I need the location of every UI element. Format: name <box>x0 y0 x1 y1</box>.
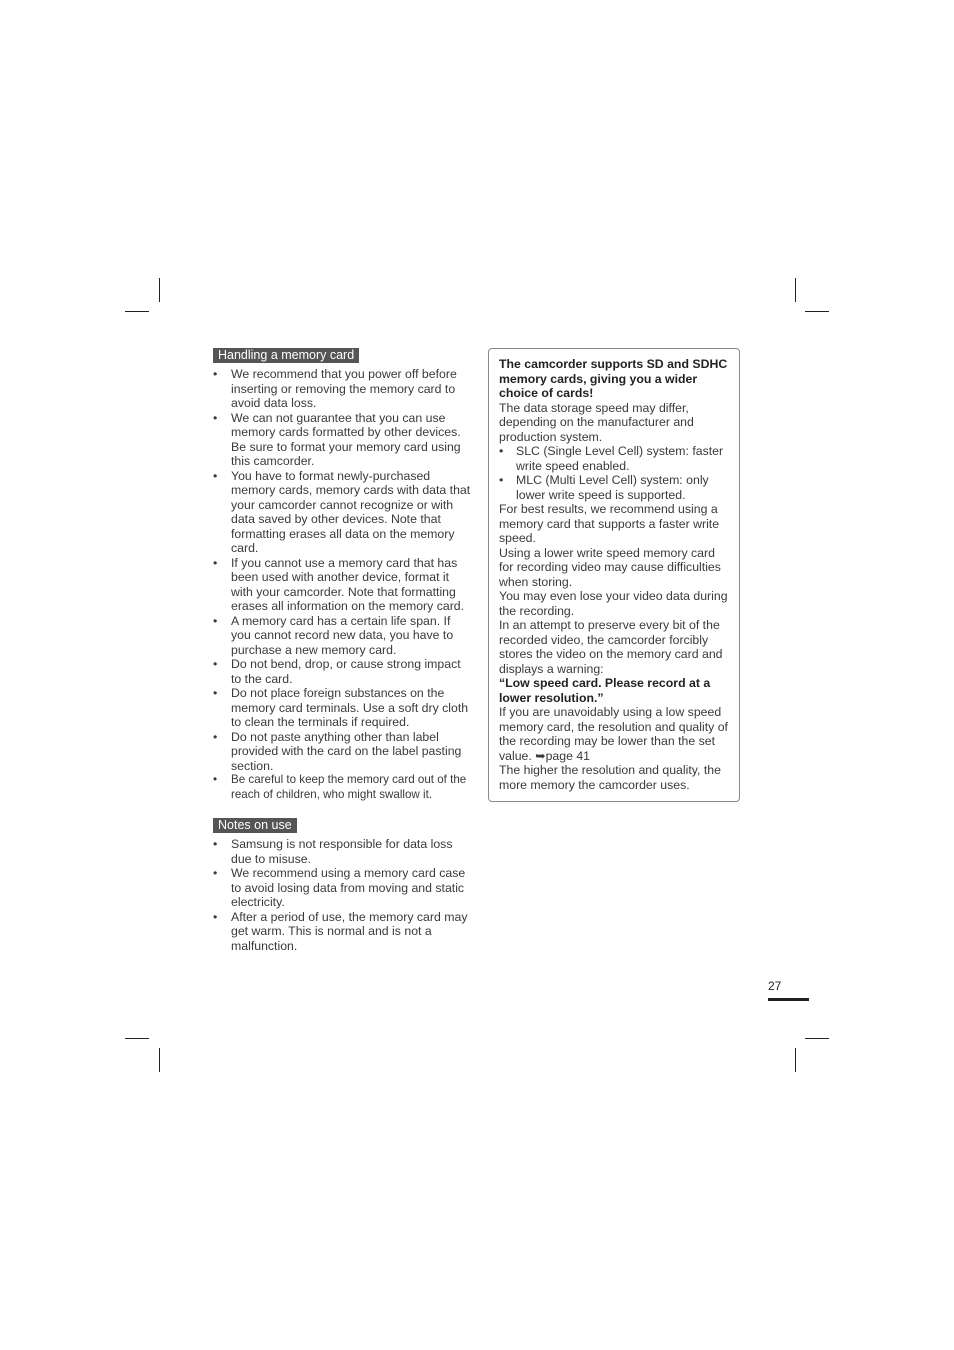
list-item: • After a period of use, the memory card may get warm. This is normal and is not a malfunction. <box>213 910 471 954</box>
page-number: 27 <box>768 979 782 993</box>
section-heading: Notes on use <box>213 818 297 833</box>
box-bullets <box>499 444 729 502</box>
list-item: • We recommend using a memory card case to avoid losing data from moving and static electricity. <box>213 866 471 910</box>
crop-mark <box>125 1038 149 1039</box>
crop-mark <box>159 278 160 302</box>
list-item: • You have to format newly-purchased memory cards, memory cards with data that your camcorder cannot recognize or with data saved by other devices. Note that formatting erases all data on the memory card. <box>213 469 471 556</box>
section-notes <box>213 816 471 953</box>
crop-mark <box>805 1038 829 1039</box>
box-warning: “Low speed card. Please record at a lower resolution.” <box>499 676 711 705</box>
page-number-bar <box>768 998 809 1001</box>
list-item: • Do not place foreign substances on the memory card terminals. Use a soft dry cloth to clean the terminals if required. <box>213 686 471 730</box>
box-paragraph: You may even lose your video data during the recording. <box>499 589 728 618</box>
handling-list <box>213 367 471 802</box>
list-item: • SLC (Single Level Cell) system: faster write speed enabled. <box>499 444 729 473</box>
section-handling <box>213 346 471 802</box>
box-paragraph-text: If you are unavoidably using a low speed memory card, the resolution and quality of the recording may be lower than the set value. <box>499 705 728 763</box>
crop-mark <box>159 1048 160 1072</box>
list-item: • Be careful to keep the memory card out of the reach of children, who might swallow it. <box>213 773 471 802</box>
list-item: • MLC (Multi Level Cell) system: only lower write speed is supported. <box>499 473 729 502</box>
list-item: • We recommend that you power off before inserting or removing the memory card to avoid data loss. <box>213 367 471 411</box>
crop-mark <box>125 311 149 312</box>
page-reference: page 41 <box>545 748 591 763</box>
box-paragraph: In an attempt to preserve every bit of the recorded video, the camcorder forcibly stores the video on the memory card and displays a warning: <box>499 618 723 676</box>
crop-mark <box>795 1048 796 1072</box>
box-paragraph: Using a lower write speed memory card for recording video may cause difficulties when storing. <box>499 545 721 589</box>
left-column <box>213 346 471 953</box>
box-paragraph: For best results, we recommend using a memory card that supports a faster write speed. <box>499 502 720 545</box>
box-title: The camcorder supports SD and SDHC memory cards, giving you a wider choice of cards! <box>499 357 728 400</box>
box-paragraph <box>499 705 729 763</box>
crop-mark <box>805 311 829 312</box>
crop-mark <box>795 278 796 302</box>
list-item: • Samsung is not responsible for data loss due to misuse. <box>213 837 471 866</box>
info-box <box>488 348 740 802</box>
list-item: • Do not bend, drop, or cause strong impact to the card. <box>213 657 471 686</box>
box-paragraph: The higher the resolution and quality, the more memory the camcorder uses. <box>499 763 721 792</box>
list-item: • A memory card has a certain life span. If you cannot record new data, you have to purchase a new memory card. <box>213 614 471 658</box>
notes-list <box>213 837 471 953</box>
list-item: • If you cannot use a memory card that has been used with another device, format it with your camcorder. Note that formatting erases all information on the memory card. <box>213 556 471 614</box>
section-heading: Handling a memory card <box>213 348 359 363</box>
list-item: • Do not paste anything other than label provided with the card on the label pasting section. <box>213 730 471 774</box>
box-intro: The data storage speed may differ, depending on the manufacturer and production system. <box>499 400 694 444</box>
list-item: • We can not guarantee that you can use memory cards formatted by other devices. Be sure to format your memory card using this camcorder. <box>213 411 471 469</box>
arrow-icon: ➥ <box>535 748 546 763</box>
